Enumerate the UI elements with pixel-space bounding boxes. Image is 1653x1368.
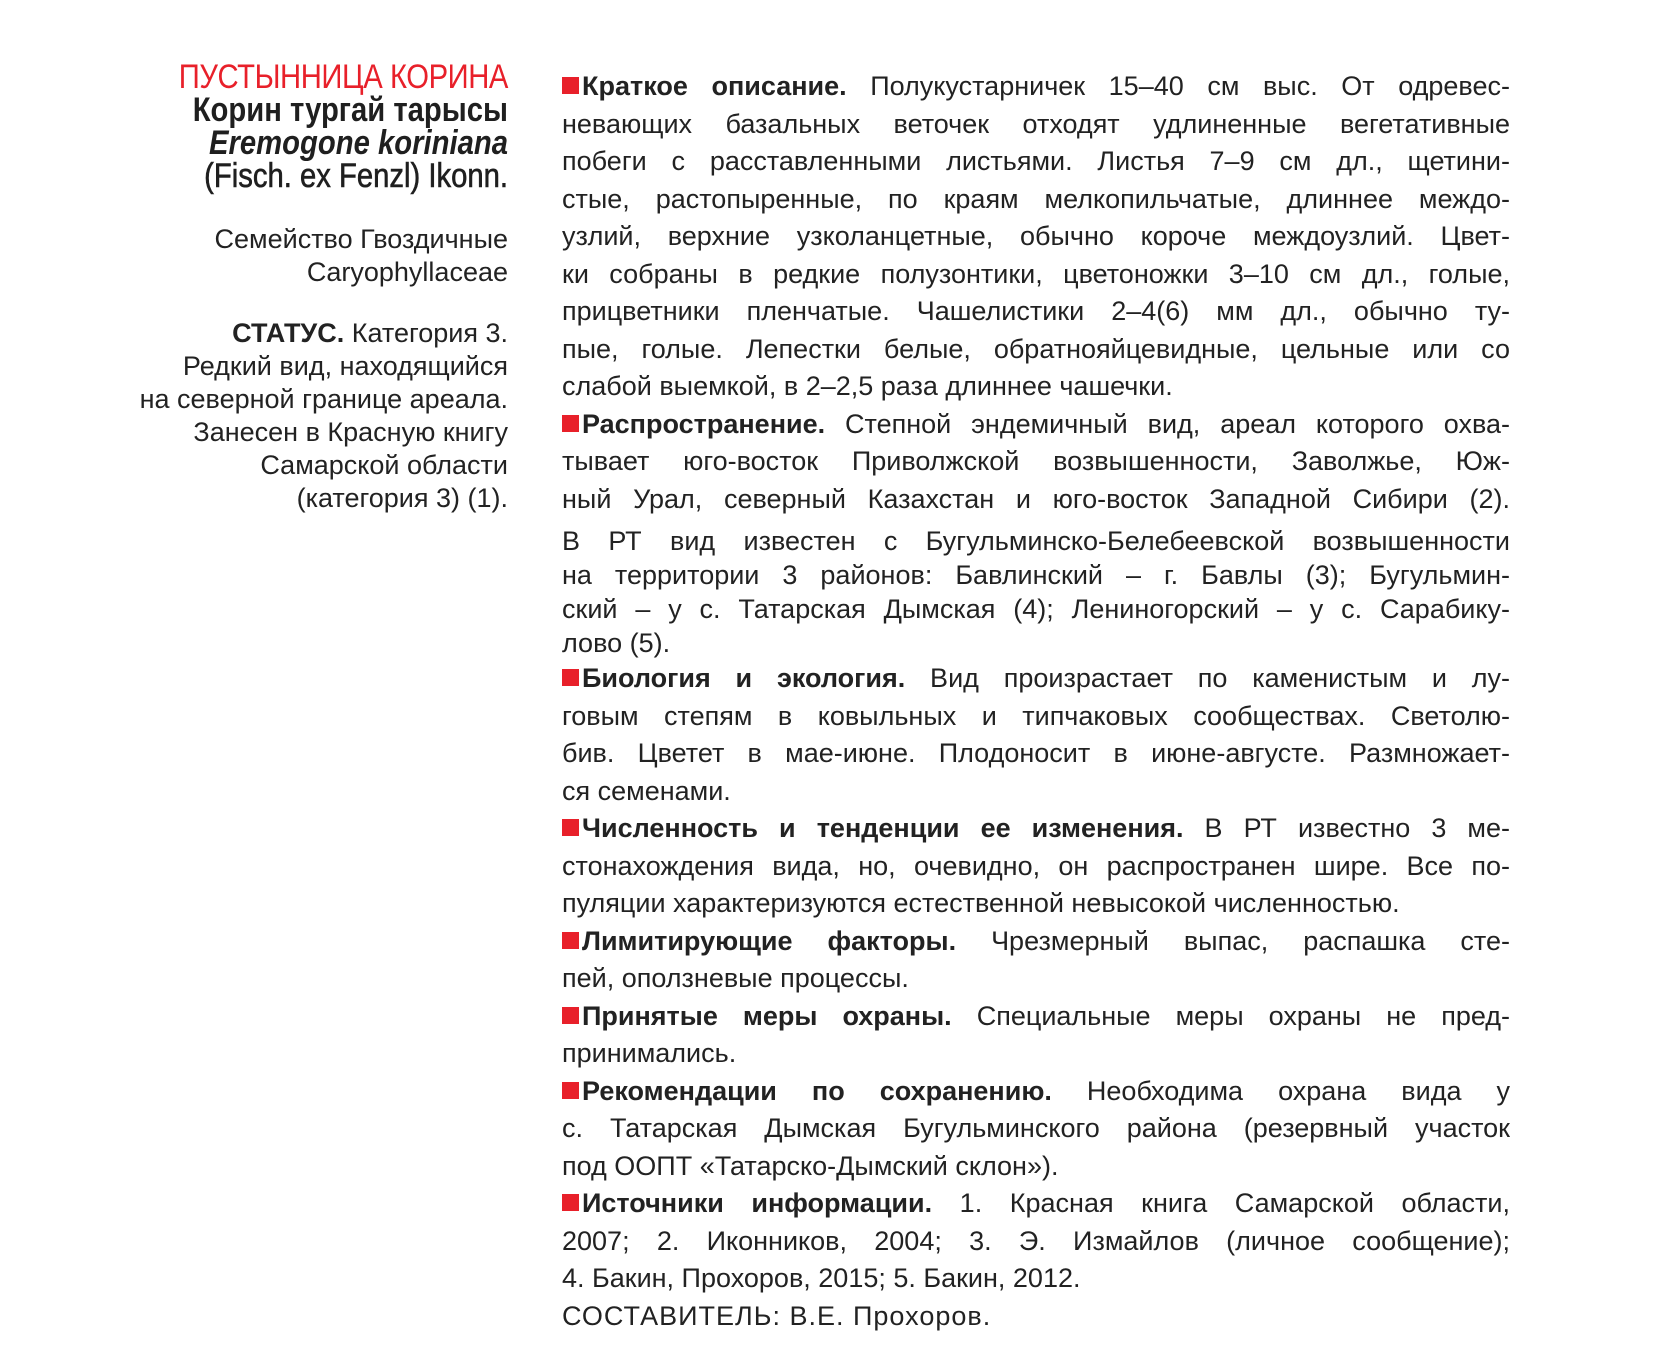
section-3 <box>562 660 1510 810</box>
section-6 <box>562 998 1510 1073</box>
red-square-bullet-icon <box>562 819 579 836</box>
red-square-bullet-icon <box>562 77 579 94</box>
text-line <box>562 181 1510 219</box>
section-text: ся семенами. <box>562 775 731 806</box>
text-line <box>562 810 1510 848</box>
section-heading: Численность и тенденции ее изменения. <box>582 813 1184 843</box>
text-line <box>562 256 1510 294</box>
red-square-bullet-icon <box>562 1082 579 1099</box>
section-text: ный Урал, северный Казахстан и юго-восток Западной Сибири (2). <box>562 483 1510 514</box>
section-text: Специальные меры охраны не пред- <box>951 1000 1510 1031</box>
section-5 <box>562 923 1510 998</box>
species-title-tatar: Корин тургай тарысы <box>192 91 508 129</box>
section-heading: Краткое описание. <box>582 71 847 101</box>
section-text: слабой выемкой, в 2–2,5 раза длиннее чашечки. <box>562 371 1173 401</box>
species-header-column <box>60 60 508 515</box>
status-line: Редкий вид, находящийся <box>182 351 508 381</box>
section-text: узлий, верхние узколанцетные, обычно короче междоузлий. Цвет- <box>562 221 1510 251</box>
text-line <box>562 218 1510 256</box>
section-text: пые, голые. Лепестки белые, обратнояйцевидные, цельные или со <box>562 333 1510 364</box>
family-russian: Семейство Гвоздичные <box>214 224 508 254</box>
text-line <box>562 68 1510 106</box>
text-line <box>562 660 1510 698</box>
section-7 <box>562 1073 1510 1186</box>
section-text: пей, оползневые процессы. <box>562 963 909 993</box>
section-heading: Рекомендации по сохранению. <box>582 1075 1052 1106</box>
section-1 <box>562 68 1510 406</box>
red-square-bullet-icon <box>562 415 579 432</box>
section-heading: Источники информации. <box>582 1188 933 1218</box>
section-text: говым степям в ковыльных и типчаковых сообществах. Светолю- <box>562 700 1510 731</box>
section-text: ский – у с. Татарская Дымская (4); Лениногорский – у с. Сарабику- <box>562 594 1510 624</box>
text-line <box>562 1148 1510 1186</box>
text-line <box>562 1223 1510 1261</box>
section-heading: Биология и экология. <box>582 663 906 693</box>
text-line <box>562 960 1510 998</box>
section-text: Вид произрастает по каменистым и лу- <box>905 663 1510 693</box>
section-heading: Лимитирующие факторы. <box>582 925 957 956</box>
species-description-column <box>562 68 1510 1334</box>
text-line <box>562 848 1510 886</box>
compiler-credit: СОСТАВИТЕЛЬ: В.Е. Прохоров. <box>562 1300 992 1331</box>
section-text: ки собраны в редкие полузонтики, цветоножки 3–10 см дл., голые, <box>562 258 1510 289</box>
text-line <box>562 368 1510 406</box>
section-text: стые, растопыренные, по краям мелкопильчатые, длиннее междо- <box>562 183 1510 214</box>
text-line <box>562 698 1510 736</box>
status-block <box>60 317 508 515</box>
section-text: 2007; 2. Иконников, 2004; 3. Э. Измайлов (личное сообщение); <box>562 1225 1510 1256</box>
section-text: невающих базальных веточек отходят удлиненные вегетативные <box>562 108 1510 139</box>
text-line <box>562 106 1510 144</box>
text-line <box>562 1260 1510 1298</box>
status-line <box>60 317 508 350</box>
section-text: 1. Красная книга Самарской области, <box>932 1188 1510 1218</box>
status-line: Самарской области <box>260 450 508 480</box>
section-text: тывает юго-восток Приволжской возвышенности, Заволжье, Юж- <box>562 446 1510 476</box>
species-title-latin: Eremogone koriniana <box>209 124 509 162</box>
section-text: прицветники пленчатые. Чашелистики 2–4(6) мм дл., обычно ту- <box>562 296 1510 326</box>
section-text: пуляции характеризуются естественной невысокой численностью. <box>562 888 1400 918</box>
text-line <box>562 735 1510 773</box>
red-square-bullet-icon <box>562 1007 579 1024</box>
section-text: Полукустарничек 15–40 см выс. От одревес- <box>846 71 1510 101</box>
text-line <box>562 406 1510 444</box>
section-heading: Распространение. <box>582 408 826 439</box>
red-square-bullet-icon <box>562 669 579 686</box>
status-label: СТАТУС. <box>232 318 345 348</box>
text-line <box>562 143 1510 181</box>
section-text: с. Татарская Дымская Бугульминского района (резервный участок <box>562 1113 1510 1143</box>
text-line <box>562 443 1510 481</box>
family-block <box>60 223 508 289</box>
text-line <box>562 773 1510 811</box>
text-line <box>562 626 1510 660</box>
text-line <box>562 1035 1510 1073</box>
text-line <box>562 885 1510 923</box>
section-text: В РТ вид известен с Бугульминско-Белебеевской возвышенности <box>562 526 1510 556</box>
text-line <box>562 1073 1510 1111</box>
text-line <box>562 481 1510 519</box>
status-category: Категория 3. <box>351 318 508 348</box>
section-text: бив. Цветет в мае-июне. Плодоносит в июне-августе. Размножает- <box>562 738 1510 768</box>
text-line <box>562 592 1510 626</box>
section-text: Чрезмерный выпас, распашка сте- <box>956 925 1510 956</box>
text-line <box>562 293 1510 331</box>
text-line <box>562 998 1510 1036</box>
family-latin: Caryophyllaceae <box>306 257 508 287</box>
species-title-russian: ПУСТЫННИЦА КОРИНА <box>178 58 508 96</box>
section-heading: Принятые меры охраны. <box>582 1000 952 1031</box>
section-4 <box>562 810 1510 923</box>
red-square-bullet-icon <box>562 1194 579 1211</box>
text-line <box>562 923 1510 961</box>
section-text: Степной эндемичный вид, ареал которого охва- <box>825 408 1510 439</box>
text-line <box>562 331 1510 369</box>
section-text: побеги с расставленными листьями. Листья 7–9 см дл., щетини- <box>562 146 1510 176</box>
species-title-authority: (Fisch. ex Fenzl) Ikonn. <box>204 157 508 195</box>
section-text: В РТ известно 3 ме- <box>1183 813 1510 843</box>
text-line <box>562 1185 1510 1223</box>
status-line: (категория 3) (1). <box>296 483 508 513</box>
status-line: Занесен в Красную книгу <box>193 417 508 447</box>
section-text: под ООПТ «Татарско-Дымский склон»). <box>562 1150 1059 1181</box>
status-line: на северной границе ареала. <box>139 384 508 414</box>
section-text: лово (5). <box>562 628 671 658</box>
section-text: принимались. <box>562 1038 737 1068</box>
section-2 <box>562 406 1510 661</box>
text-line <box>562 1110 1510 1148</box>
section-8 <box>562 1185 1510 1298</box>
red-square-bullet-icon <box>562 932 579 949</box>
text-line <box>562 558 1510 592</box>
text-line <box>562 524 1510 558</box>
section-text: 4. Бакин, Прохоров, 2015; 5. Бакин, 2012. <box>562 1263 1081 1293</box>
section-text: на территории 3 районов: Бавлинский – г. Бавлы (3); Бугульмин- <box>562 560 1510 590</box>
section-text: стонахождения вида, но, очевидно, он распространен шире. Все по- <box>562 850 1510 881</box>
section-text: Необходима охрана вида у <box>1051 1075 1510 1106</box>
